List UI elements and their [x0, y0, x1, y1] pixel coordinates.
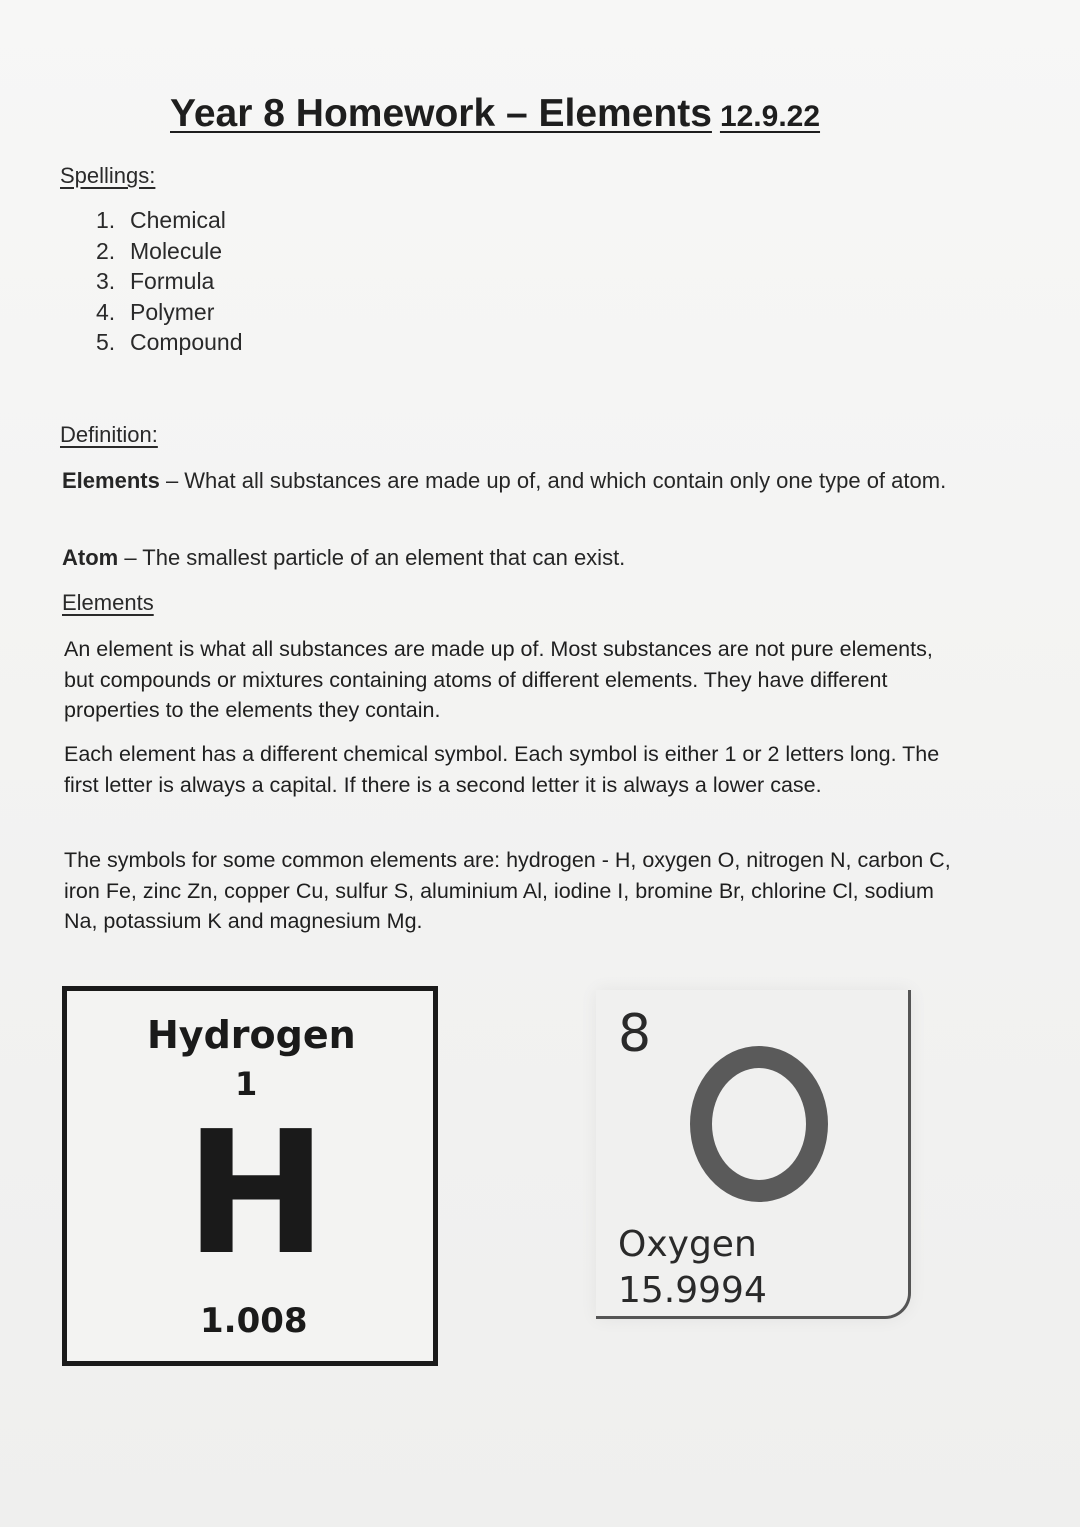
list-item — [96, 266, 243, 297]
list-item — [96, 327, 243, 358]
hydrogen-element-card — [62, 986, 438, 1366]
definition-elements-term: Elements — [62, 468, 160, 493]
elements-heading: Elements — [62, 590, 154, 615]
hydrogen-symbol: H — [185, 1095, 328, 1293]
list-item — [96, 236, 243, 267]
oxygen-atomic-number: 8 — [618, 1004, 652, 1064]
hydrogen-name: Hydrogen — [147, 1013, 356, 1057]
elements-paragraph-2: Each element has a different chemical symbol. Each symbol is either 1 or 2 letters long. The first letter is always a capital. If there is a second letter it is always a lower case. — [64, 742, 940, 797]
list-item-number: 5. — [96, 329, 116, 355]
title-text: Year 8 Homework – Elements — [170, 92, 712, 135]
elements-paragraph-1: An element is what all substances are made up of. Most substances are not pure elements, but compounds or mixtures containing atoms of different elements. They have different properties to the elements they contain. — [64, 637, 933, 722]
oxygen-name: Oxygen — [618, 1224, 757, 1265]
hydrogen-atomic-number: 1 — [235, 1065, 258, 1103]
elements-paragraph-3: The symbols for some common elements are: hydrogen - H, oxygen O, nitrogen N, carbon C, iron Fe, zinc Zn, copper Cu, sulfur S, aluminium Al, iodine I, bromine Br, chlorine Cl, sodium Na, potassium K and magnesium Mg. — [64, 848, 951, 933]
spellings-list — [96, 205, 243, 358]
definition-atom-term: Atom — [62, 545, 119, 570]
hydrogen-atomic-mass: 1.008 — [200, 1301, 308, 1341]
definition-elements — [62, 465, 972, 496]
definition-atom — [62, 542, 962, 573]
list-item-word: Chemical — [130, 207, 226, 233]
list-item-number: 2. — [96, 237, 116, 264]
list-item-number: 1. — [96, 207, 116, 233]
oxygen-symbol — [690, 1046, 828, 1202]
definition-atom-text: – The smallest particle of an element that can exist. — [118, 545, 626, 570]
oxygen-element-card — [596, 990, 911, 1319]
page-title — [170, 92, 820, 136]
list-item-number: 4. — [96, 298, 116, 325]
list-item — [96, 297, 243, 328]
list-item-word: Formula — [130, 268, 215, 294]
definition-elements-text: – What all substances are made up of, and which contain only one type of atom. — [159, 468, 947, 493]
oxygen-atomic-mass: 15.9994 — [618, 1270, 767, 1311]
list-item-word: Molecule — [130, 237, 223, 264]
definition-heading: Definition: — [60, 422, 158, 447]
title-date: 12.9.22 — [719, 100, 821, 133]
list-item — [96, 205, 243, 236]
list-item-word: Polymer — [130, 298, 215, 325]
list-item-word: Compound — [130, 329, 243, 355]
spellings-heading: Spellings: — [60, 163, 156, 188]
list-item-number: 3. — [96, 268, 116, 294]
